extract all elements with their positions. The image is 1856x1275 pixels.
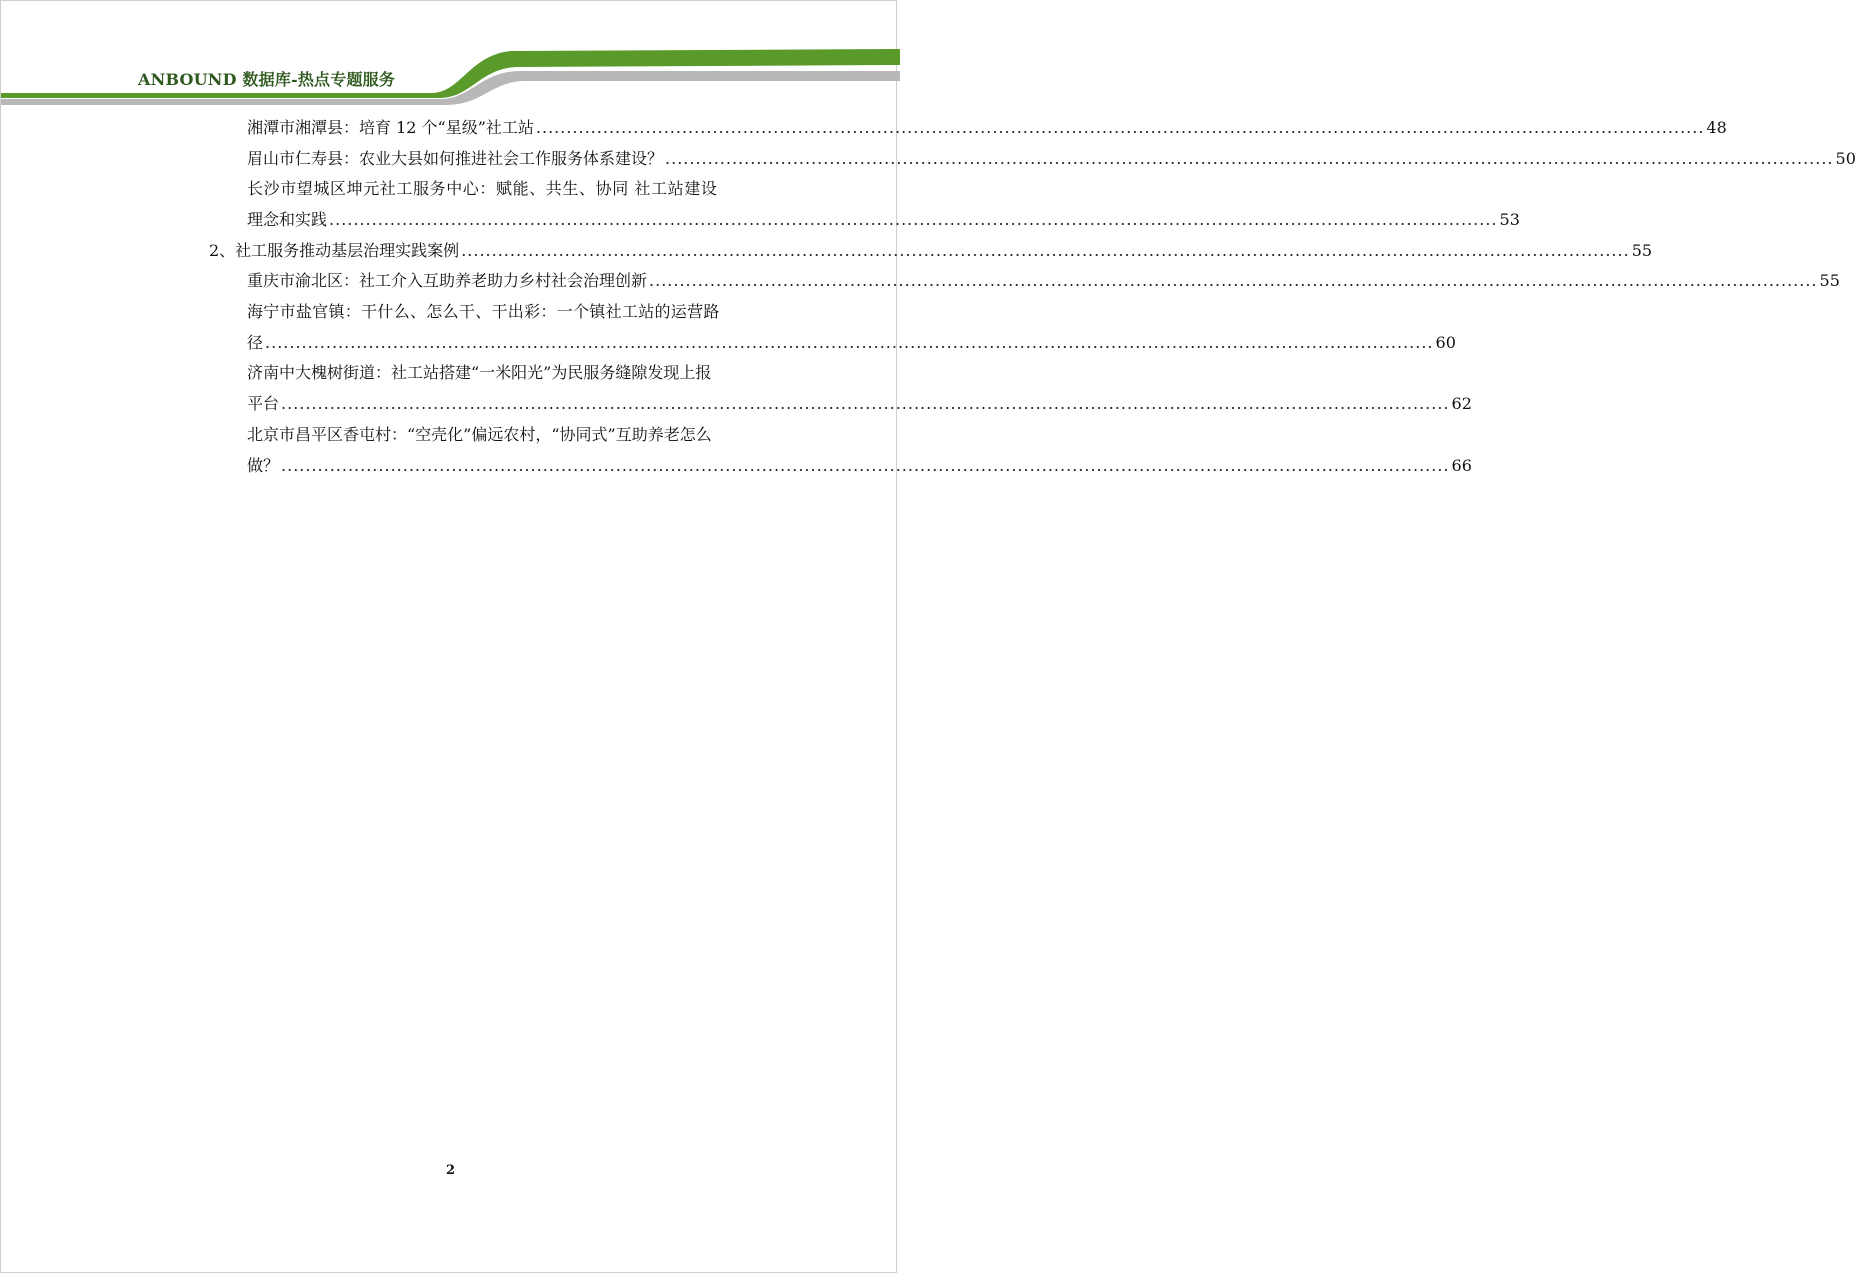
toc-entry-label: 2、社工服务推动基层治理实践案例: [209, 241, 460, 260]
toc-entry-label: 重庆市渝北区：社工介入互助养老助力乡村社会治理创新: [247, 271, 648, 290]
toc-entry-page: 50: [1835, 149, 1856, 168]
toc-entry-label: 湘潭市湘潭县：培育 12 个“星级”社工站: [247, 118, 534, 137]
toc-entry-label-line1: 海宁市盐官镇：干什么、怎么干、干出彩：一个镇社工站的运营路: [247, 302, 720, 321]
toc-entry-page: 55: [1631, 241, 1653, 260]
toc-entry[interactable]: [247, 118, 1727, 138]
toc-entry-line2: [247, 456, 1472, 476]
header-title: ANBOUND 数据库-热点专题服务: [138, 70, 396, 89]
toc-entry-label-line2: 做？: [247, 456, 280, 475]
toc-section-entry[interactable]: [209, 241, 1653, 261]
toc-entry-page: 62: [1451, 394, 1472, 413]
toc-leader-dots: ................................................................................................................................................................................................: [535, 118, 1705, 137]
toc-entry-label-line2: 理念和实践: [247, 210, 328, 229]
toc-leader-dots: ................................................................................................................................................................................................: [281, 456, 1450, 475]
page-number: 2: [445, 1163, 456, 1178]
toc-entry-page: 55: [1819, 271, 1840, 290]
toc-entry-page: 53: [1499, 210, 1520, 229]
toc-entry-line2: [247, 210, 1520, 230]
toc-leader-dots: ................................................................................................................................................................................................: [265, 333, 1434, 352]
toc-leader-dots: ................................................................................................................................................................................................: [461, 241, 1630, 260]
toc-entry-label-line2: 径: [247, 333, 264, 352]
toc-entry-page: 48: [1706, 118, 1727, 137]
toc-entry[interactable]: [247, 149, 1856, 169]
toc-leader-dots: ................................................................................................................................................................................................: [281, 394, 1450, 413]
header-swoosh-graphic: [1, 41, 900, 111]
toc-entry-page: 66: [1451, 456, 1472, 475]
toc-entry-label-line1: 济南中大槐树街道：社工站搭建“一米阳光”为民服务缝隙发现上报: [247, 363, 712, 382]
toc-entry-line2: [247, 394, 1472, 414]
toc-entry-page: 60: [1435, 333, 1456, 352]
toc-entry[interactable]: [247, 271, 1840, 291]
toc-entry-label-line1: 北京市昌平区香屯村：“空壳化”偏远农村，“协同式”互助养老怎么: [247, 425, 712, 444]
toc-entry-label: 眉山市仁寿县：农业大县如何推进社会工作服务体系建设？: [247, 149, 664, 168]
toc-entry-label-line2: 平台: [247, 394, 280, 413]
toc-entry-line2: [247, 333, 1456, 353]
toc-leader-dots: ................................................................................................................................................................................................: [329, 210, 1498, 229]
toc-leader-dots: ................................................................................................................................................................................................: [649, 271, 1818, 290]
toc-leader-dots: ................................................................................................................................................................................................: [665, 149, 1834, 168]
toc-entry-label-line1: 长沙市望城区坤元社工服务中心：赋能、共生、协同 社工站建设: [247, 179, 718, 198]
